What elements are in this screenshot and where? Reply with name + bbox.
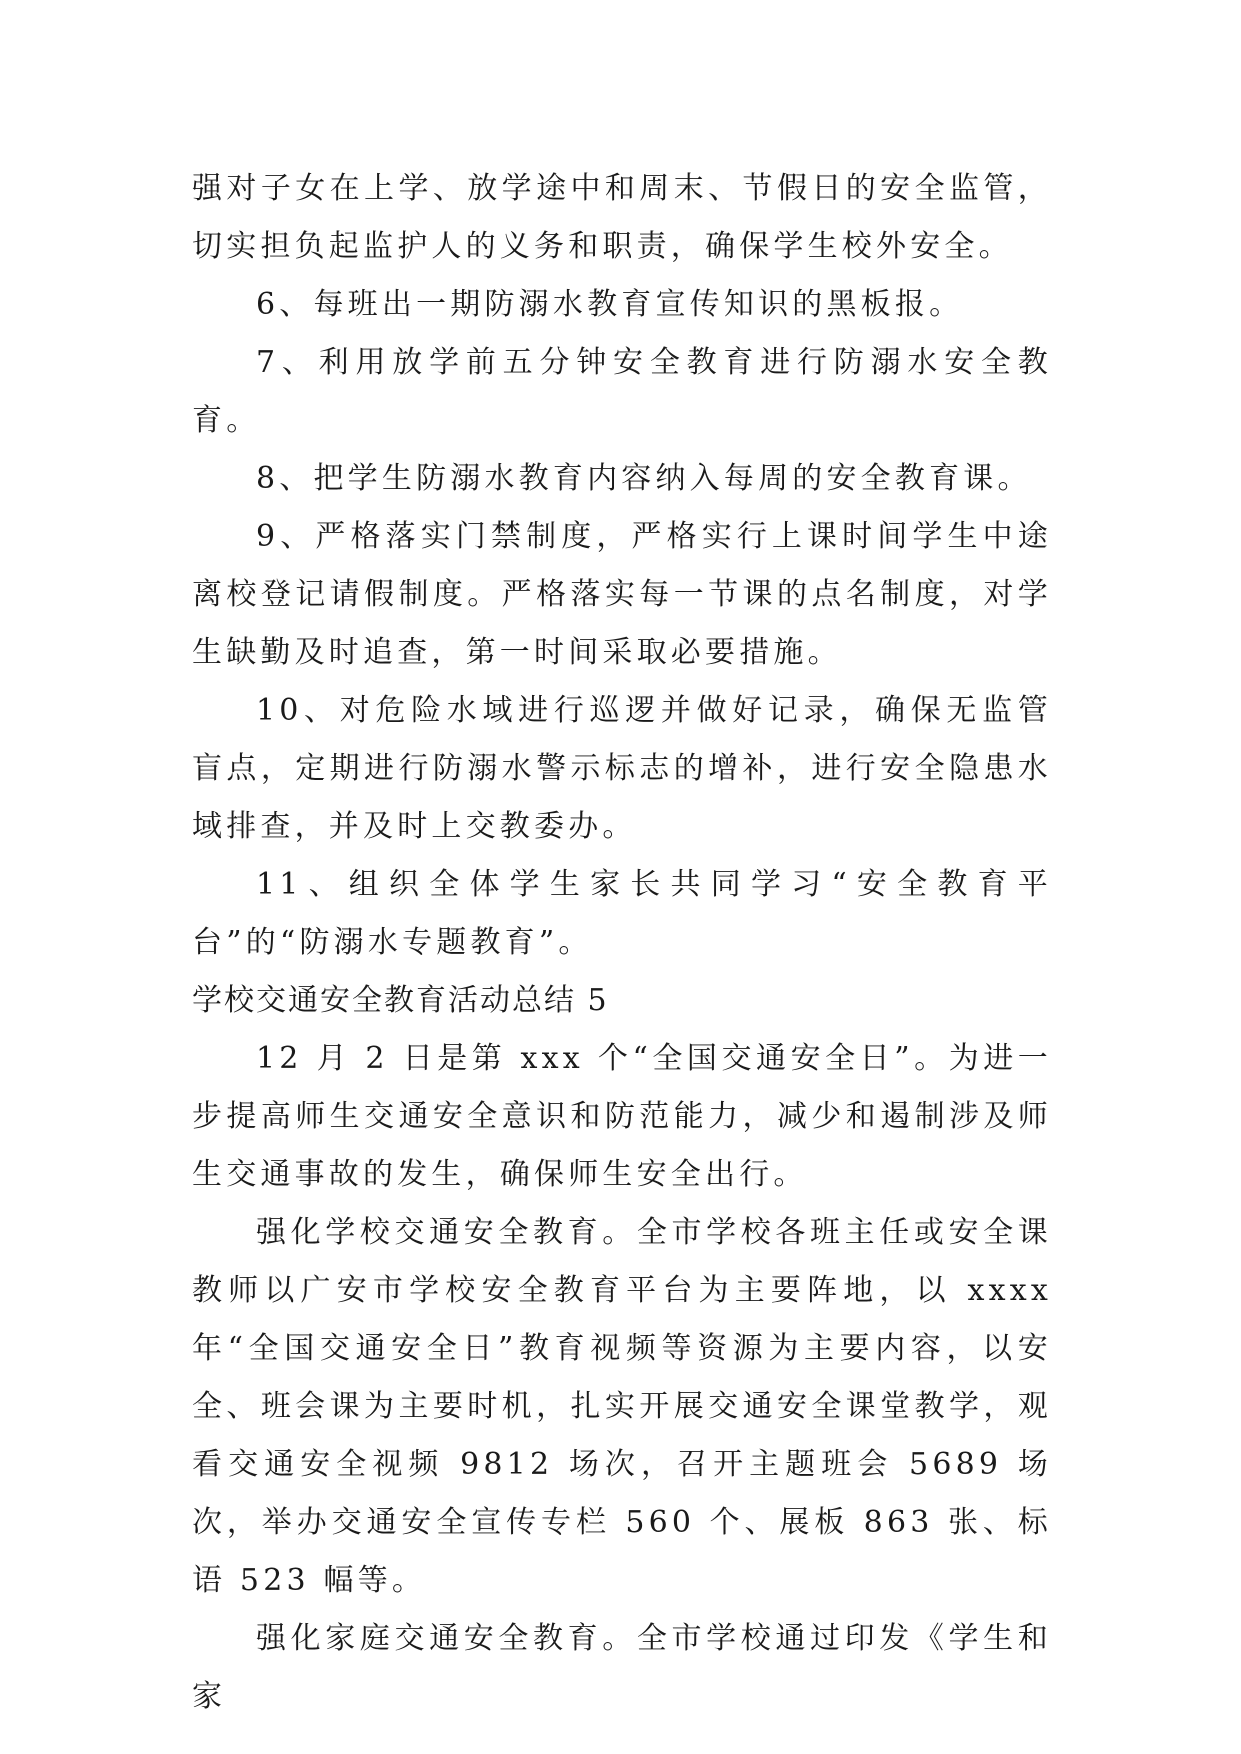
paragraph-traffic-day: 12 月 2 日是第 xxx 个“全国交通安全日”。为进一步提高师生交通安全意识和防范能力，减少和遏制涉及师生交通事故的发生，确保师生安全出行。 bbox=[192, 1041, 1052, 1192]
paragraph-item-7: 7、利用放学前五分钟安全教育进行防溺水安全教育。 bbox=[192, 345, 1052, 438]
document-body bbox=[192, 160, 1052, 1726]
paragraph-item-11: 11、组织全体学生家长共同学习“安全教育平台”的“防溺水专题教育”。 bbox=[192, 867, 1052, 960]
paragraph-item-8: 8、把学生防溺水教育内容纳入每周的安全教育课。 bbox=[256, 461, 1032, 496]
paragraph-school-education: 强化学校交通安全教育。全市学校各班主任或安全课教师以广安市学校安全教育平台为主要阵地，以 xxxx 年“全国交通安全日”教育视频等资源为主要内容，以安全、班会课为主要时机，扎实开展交通安全课堂教学，观看交通安全视频 9812 场次，召开主题班会 5689 场次，举办交通安全宣传专栏 560 个、展板 863 张、标语 523 幅等。 bbox=[192, 1215, 1052, 1598]
paragraph-item-10: 10、对危险水域进行巡逻并做好记录，确保无监管盲点，定期进行防溺水警示标志的增补，进行安全隐患水域排查，并及时上交教委办。 bbox=[192, 693, 1052, 844]
paragraph-guardian-duty: 强对子女在上学、放学途中和周末、节假日的安全监管，切实担负起监护人的义务和职责，确保学生校外安全。 bbox=[192, 171, 1052, 264]
paragraph-item-6: 6、每班出一期防溺水教育宣传知识的黑板报。 bbox=[256, 287, 964, 322]
paragraph-item-9: 9、严格落实门禁制度，严格实行上课时间学生中途离校登记请假制度。严格落实每一节课的点名制度，对学生缺勤及时追查，第一时间采取必要措施。 bbox=[192, 519, 1052, 670]
paragraph-family-education: 强化家庭交通安全教育。全市学校通过印发《学生和家 bbox=[192, 1621, 1052, 1714]
section-heading: 学校交通安全教育活动总结 5 bbox=[192, 983, 609, 1018]
